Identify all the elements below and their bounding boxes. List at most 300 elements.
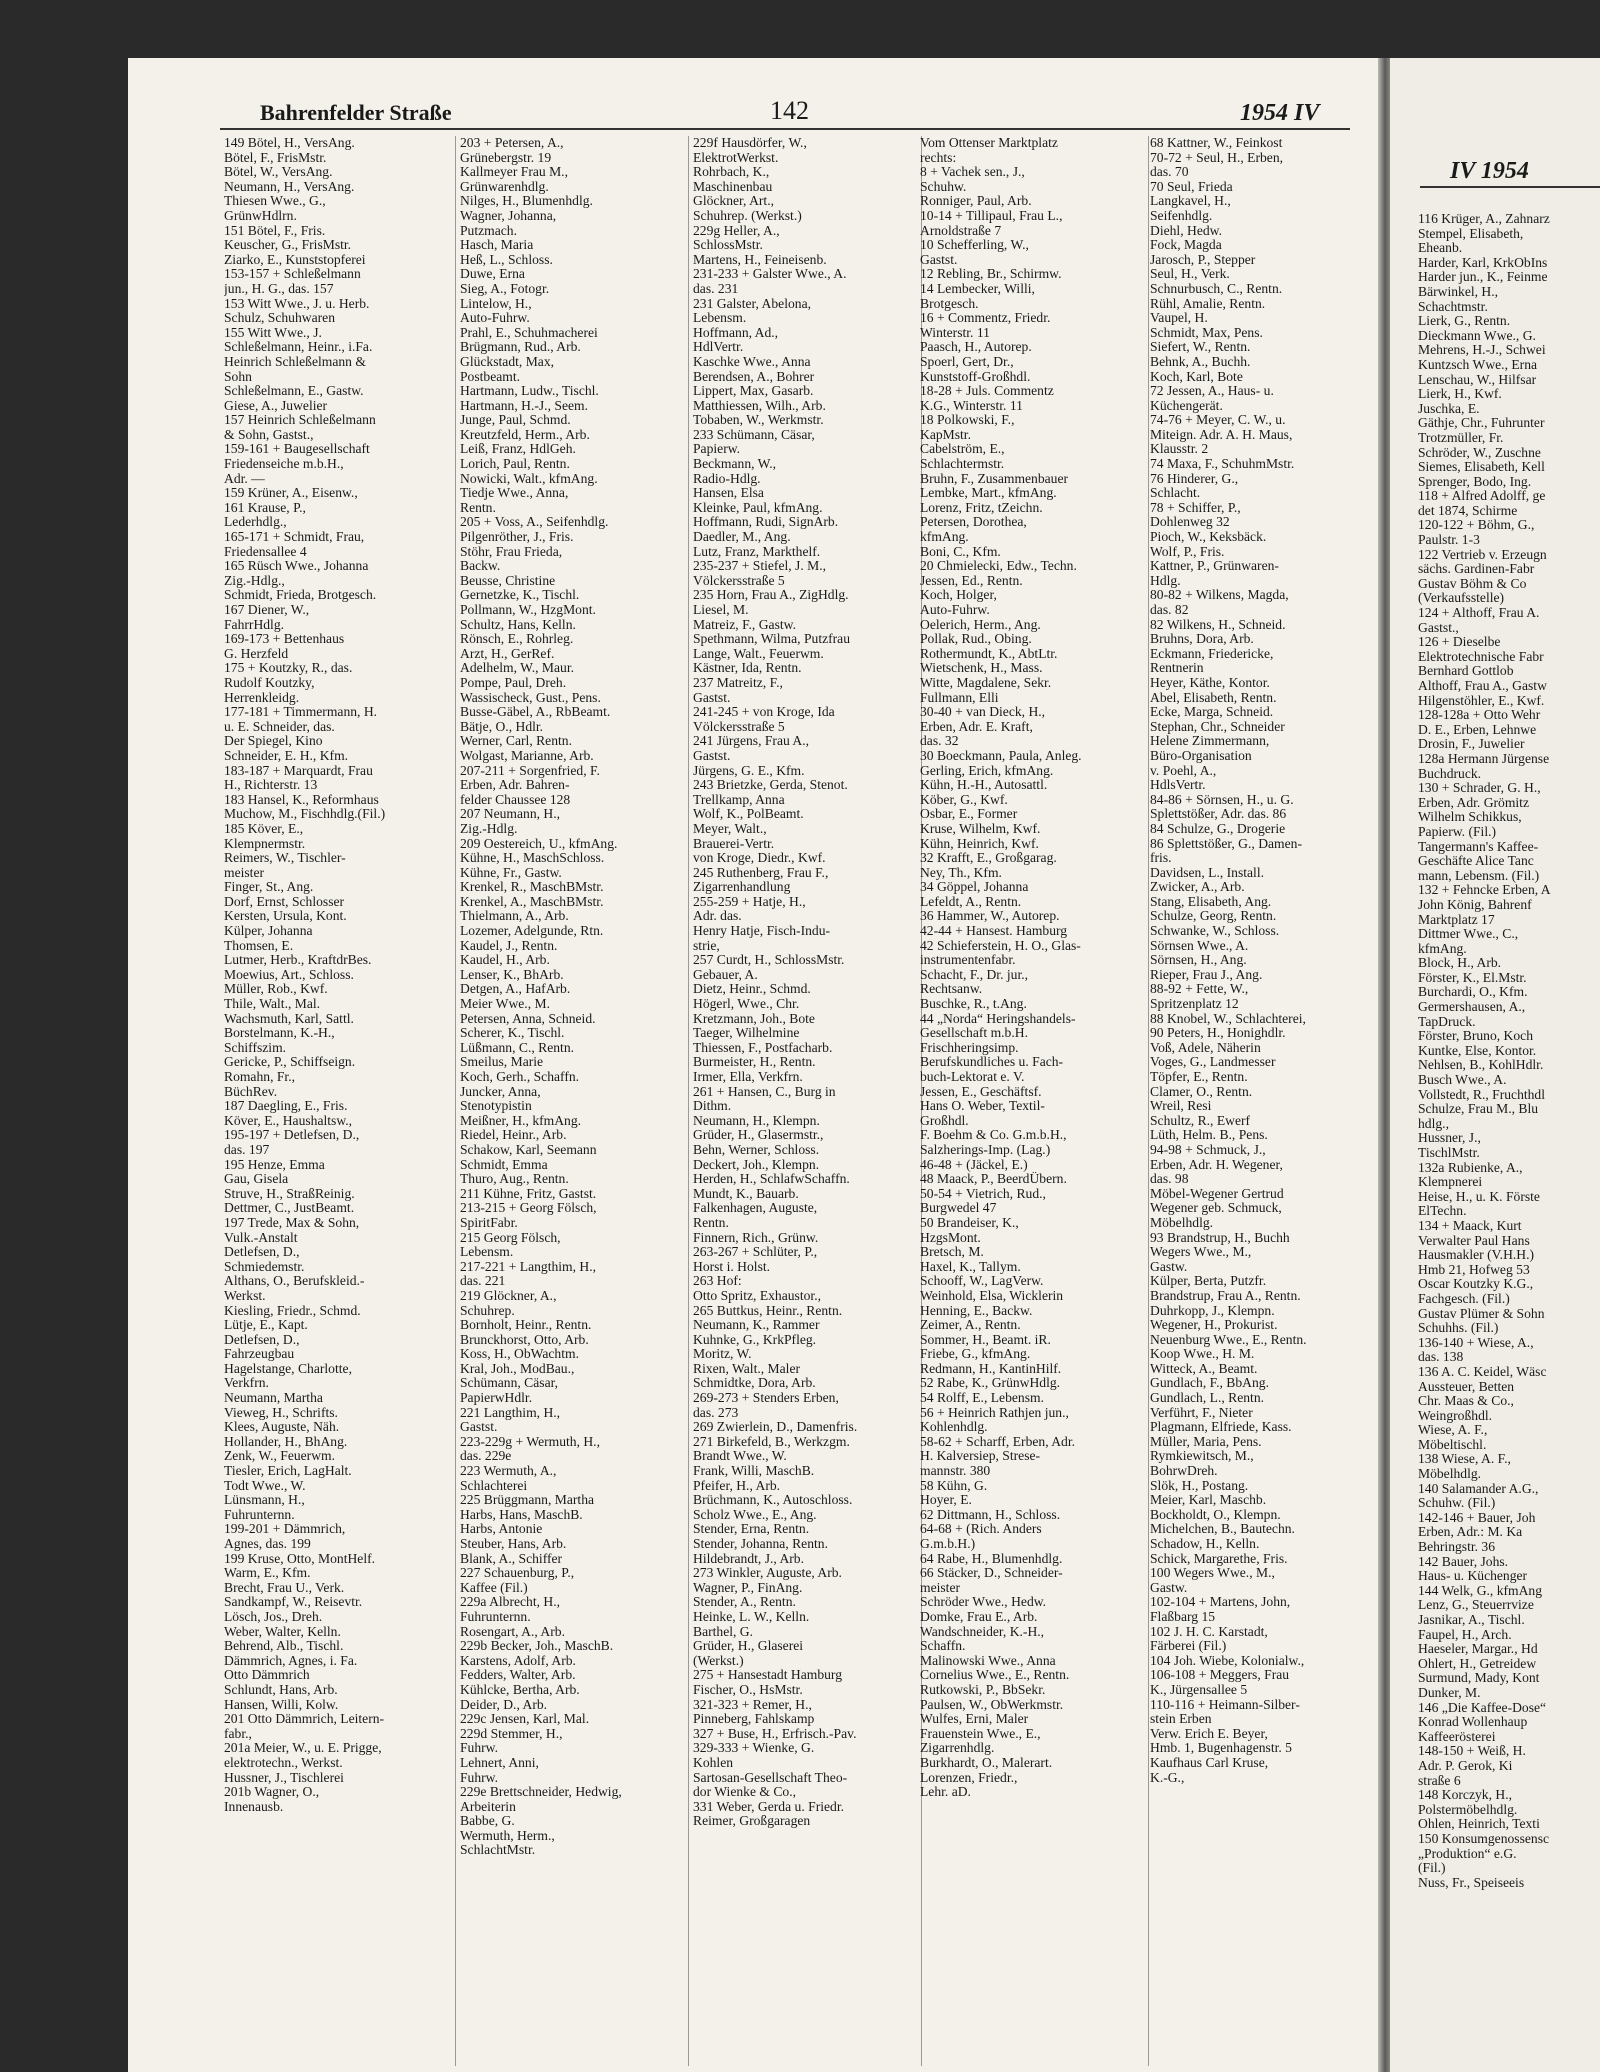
directory-line: Plagmann, Elfriede, Kass. [1150,1420,1292,1435]
directory-line: 165 Rüsch Wwe., Johanna [224,559,369,574]
directory-line: Wassischeck, Gust., Pens. [460,690,601,705]
directory-line: Zeimer, A., Rentn. [920,1318,1021,1333]
directory-line: Muchow, M., Fischhdlg.(Fil.) [224,807,386,822]
directory-line: Krenkel, R., MaschBMstr. [460,880,604,895]
directory-line: Kühn, Heinrich, Kwf. [920,836,1039,851]
facing-page-line: Gustav Plümer & Sohn [1418,1305,1545,1321]
directory-line: 263-267 + Schlüter, P., [693,1245,818,1260]
directory-line: 157 Heinrich Schleßelmann [224,413,376,428]
directory-line: Rönsch, E., Rohrleg. [460,632,574,647]
directory-line: Dietz, Heinr., Schmd. [693,982,811,997]
directory-line: Detlefsen, D., [224,1245,300,1260]
directory-line: Gastw. [1150,1259,1188,1274]
directory-line: 42-44 + Hansest. Hamburg [920,924,1068,939]
directory-line: 76 Hinderer, G., [1150,471,1239,486]
facing-page-line: Haeseler, Margar., Hd [1418,1641,1538,1657]
directory-line: Neuenburg Wwe., E., Rentn. [1150,1332,1307,1347]
directory-line: 159 Krüner, A., Eisenw., [224,486,358,501]
directory-line: Friedenseiche m.b.H., [224,457,344,472]
directory-line: Lenser, K., BhArb. [460,967,564,982]
directory-line: Hasch, Maria [460,238,534,253]
facing-page-line: 136-140 + Wiese, A., [1418,1334,1534,1350]
directory-line: Schaffn. [920,1639,966,1654]
directory-line: 82 Wilkens, H., Schneid. [1150,617,1286,632]
facing-page-line: Busch Wwe., A. [1418,1072,1507,1088]
directory-line: 201b Wagner, O., [224,1785,320,1800]
directory-line: Vulk.-Anstalt [224,1230,298,1245]
facing-page-line: straße 6 [1418,1772,1461,1788]
directory-line: Matthiessen, Wilh., Arb. [693,398,826,413]
directory-line: Lintelow, H., [460,296,532,311]
facing-page-line: Hilgenstöhler, E., Kwf. [1418,692,1545,708]
directory-line: Schulz, Schuhwaren [224,311,335,326]
directory-line: Lembke, Mart., kfmAng. [920,486,1057,501]
directory-line: Seifenhdlg. [1150,208,1213,223]
directory-line: Kohlen [693,1755,734,1770]
facing-page-line: 118 + Alfred Adolff, ge [1418,488,1546,504]
directory-line: Schlachterei [460,1478,528,1493]
facing-page-line: Aussteuer, Betten [1418,1378,1515,1394]
directory-line: F. Boehm & Co. G.m.b.H., [920,1128,1067,1143]
facing-page-line: Buchdruck. [1418,765,1482,781]
facing-page-line: 146 „Die Kaffee-Dose“ [1418,1699,1547,1715]
directory-line: Sörnsen Wwe., A. [1150,938,1249,953]
directory-line: Hussner, J., Tischlerei [224,1770,344,1785]
facing-page-line: 140 Salamander A.G., [1418,1480,1539,1496]
directory-line: 84-86 + Sörnsen, H., u. G. [1150,792,1294,807]
directory-line: Stang, Elisabeth, Ang. [1150,894,1272,909]
directory-line: 185 Köver, E., [224,821,304,836]
facing-page-line: Konrad Wollenhaup [1418,1714,1528,1730]
directory-line: Lüßmann, C., Rentn. [460,1040,575,1055]
directory-line: Klempnermstr. [224,836,306,851]
facing-page-line: Trotzmüller, Fr. [1418,429,1504,445]
directory-line: Reimers, W., Tischler- [224,851,346,866]
directory-line: BüchRev. [224,1084,278,1099]
directory-line: Romahn, Fr., [224,1070,295,1084]
directory-line: 68 Kattner, W., Feinkost [1150,136,1283,150]
directory-line: Ronniger, Paul, Arb. [920,194,1032,209]
directory-line: Lehr. aD. [920,1785,971,1800]
facing-page-line: Gäthje, Chr., Fuhrunter [1418,415,1545,431]
directory-line: Koch, Karl, Bote [1150,369,1243,384]
directory-line: Neumann, K., Rammer [693,1318,820,1333]
directory-line: Högerl, Wwe., Chr. [693,997,800,1012]
directory-line: Koss, H., ObWachtm. [460,1347,579,1362]
facing-page-line: Schröder, W., Zuschne [1418,444,1541,460]
directory-line: SchlachtMstr. [460,1843,536,1858]
directory-line: Kaudel, H., Arb. [460,953,550,968]
directory-line: 269-273 + Stenders Erben, [693,1391,839,1406]
directory-line: 211 Kühne, Fritz, Gastst. [460,1186,597,1201]
facing-page-line: 132a Rubienke, A., [1418,1159,1523,1175]
directory-line: 177-181 + Timmermann, H. [224,705,378,720]
directory-line: Henning, E., Backw. [920,1303,1033,1318]
directory-line: Wagner, Johanna, [460,208,557,223]
directory-line: 80-82 + Wilkens, Magda, [1150,588,1289,603]
directory-line: Kretzmann, Joh., Bote [693,1011,815,1026]
directory-line: Völckersstraße 5 [693,573,785,588]
directory-line: 183 Hansel, K., Reformhaus [224,792,379,807]
directory-line: Postbeamt. [460,369,521,384]
directory-line: Külper, Berta, Putzfr. [1150,1274,1267,1289]
directory-line: Lutz, Franz, Markthelf. [693,544,821,559]
directory-line: Kühne, Fr., Gastw. [460,865,562,880]
directory-line: Agnes, das. 199 [224,1537,311,1551]
directory-line: Adelhelm, W., Maur. [460,661,575,676]
directory-line: 8 + Vachek sen., J., [920,165,1025,180]
directory-line: Moritz, W. [693,1347,752,1362]
directory-line: 221 Langthim, H., [460,1405,561,1420]
directory-line: Miteign. Adr. A. H. Maus, [1150,427,1293,442]
facing-page-line: Wilhelm Schikkus, [1418,809,1522,825]
facing-page-line: Schachtmstr. [1418,298,1488,314]
facing-page-line: ElTechn. [1418,1203,1467,1219]
directory-line: Bötel, F., FrisMstr. [224,150,327,165]
directory-line: Schümann, Cäsar, [460,1376,558,1391]
directory-line: 229f Hausdörfer, W., [693,136,807,150]
facing-page-line: Burchardi, O., Kfm. [1418,984,1528,1000]
directory-line: 104 Joh. Wiebe, Kolonialw., [1150,1653,1305,1668]
directory-line: Winterstr. 11 [920,325,990,340]
directory-line: Bruhns, Dora, Arb. [1150,632,1254,647]
directory-line: Schleßelmann, Heinr., i.Fa. [224,340,373,355]
directory-line: Martens, H., Feineisenb. [693,252,827,267]
directory-line: (Werkst.) [693,1653,744,1668]
directory-line: Hildebrandt, J., Arb. [693,1551,804,1566]
directory-line: Köber, G., Kwf. [920,792,1008,807]
directory-line: 263 Hof: [693,1274,742,1289]
directory-line: Herden, H., SchlafwSchaffn. [693,1172,850,1187]
directory-line: 229a Albrecht, H., [460,1595,561,1610]
directory-line: 187 Daegling, E., Fris. [224,1099,348,1114]
facing-page-line: Harder jun., K., Feinme [1418,269,1548,285]
facing-page-line: TapDruck. [1418,1013,1476,1029]
facing-page-line: Dittmer Wwe., C., [1418,926,1519,942]
directory-line: v. Poehl, A., [1150,763,1217,778]
directory-line: Cabelström, E., [920,442,1005,457]
directory-line: Kaudel, J., Rentn. [460,938,558,953]
directory-line: Brecht, Frau U., Verk. [224,1580,345,1595]
directory-line: 74 Maxa, F., SchuhmMstr. [1150,457,1295,472]
directory-line: 195 Henze, Emma [224,1157,325,1172]
directory-line: Bockholdt, O., Klempn. [1150,1507,1281,1522]
directory-line: 44 „Norda“ Heringshandels- [920,1011,1076,1026]
directory-line: Petersen, Anna, Schneid. [460,1011,596,1026]
facing-page-line: Lenz, G., Steuerrvize [1418,1597,1534,1613]
directory-line: Sieg, A., Fotogr. [460,281,550,296]
facing-page-line: 148-150 + Weiß, H. [1418,1743,1526,1759]
facing-page-line: Hussner, J., [1418,1130,1481,1146]
directory-line: 153-157 + Schleßelmann [224,267,361,282]
facing-page-line: Gustav Böhm & Co [1418,575,1527,591]
directory-line: Zig.-Hdlg. [460,821,518,836]
directory-line: Friedensallee 4 [224,544,307,559]
directory-line: Werner, Carl, Rentn. [460,734,572,749]
facing-page-line: Weingroßhdl. [1418,1407,1493,1423]
facing-page-line: mann, Lebensm. (Fil.) [1418,867,1540,883]
column-divider [688,136,689,2066]
directory-line: 110-116 + Heimann-Silber- [1150,1697,1300,1712]
facing-page-line: Adr. P. Gerok, Ki [1418,1757,1513,1773]
facing-page-line: (Fil.) [1418,1860,1446,1876]
directory-line: Kral, Joh., ModBau., [460,1361,575,1376]
directory-line: Koch, Gerh., Schaffn. [460,1070,580,1084]
directory-line: 229b Becker, Joh., MaschB. [460,1639,614,1654]
directory-line: Lefeldt, A., Rentn. [920,894,1022,909]
directory-line: Stenotypistin [460,1099,532,1114]
directory-line: 66 Stäcker, D., Schneider- [920,1566,1063,1581]
directory-line: Heinke, L. W., Kelln. [693,1609,810,1624]
directory-line: Tobaben, W., Werkmstr. [693,413,824,428]
facing-page-line: Kaffeerösterei [1418,1728,1496,1744]
directory-line: Lüth, Helm. B., Pens. [1150,1128,1268,1143]
directory-line: Bötel, W., VersAng. [224,165,333,180]
directory-line: Hartmann, Ludw., Tischl. [460,384,599,399]
directory-line: GrünwHdlrn. [224,208,297,223]
facing-page-line: Harder, Karl, KrkObIns [1418,254,1548,270]
directory-line: Thile, Walt., Mal. [224,997,321,1012]
directory-line: Boni, C., Kfm. [920,544,1001,559]
directory-line: Detlefsen, D., [224,1332,300,1347]
facing-page-line: Tangermann's Kaffee- [1418,838,1539,854]
directory-line: 213-215 + Georg Fölsch, [460,1201,597,1216]
directory-line: 229d Stemmer, H., [460,1726,563,1741]
directory-line: Grünebergstr. 19 [460,150,552,165]
directory-line: 199-201 + Dämmrich, [224,1522,346,1537]
directory-line: SchlossMstr. [693,238,763,253]
directory-line: 269 Zwierlein, D., Damenfris. [693,1420,858,1435]
directory-line: Verw. Erich E. Beyer, [1150,1726,1268,1741]
directory-line: Duwe, Erna [460,267,525,282]
directory-line: Behrend, Alb., Tischl. [224,1639,344,1654]
facing-page-line: Elektrotechnische Fabr [1418,648,1544,664]
directory-line: Pollmann, W., HzgMont. [460,603,596,617]
directory-line: Moewius, Art., Schloss. [224,967,354,982]
directory-line: Bätje, O., Hdlr. [460,719,544,734]
directory-line: 30-40 + van Dieck, H., [920,705,1046,720]
directory-line: Großhdl. [920,1113,969,1128]
directory-line: Arzt, H., GerRef. [460,646,555,661]
directory-line: Brügmann, Rud., Arb. [460,340,581,355]
directory-line: 10 Schefferling, W., [920,238,1029,253]
directory-line: Werkst. [224,1288,266,1303]
directory-line: 227 Schauenburg, P., [460,1566,575,1581]
directory-line: Clamer, O., Rentn. [1150,1084,1253,1099]
directory-line: Splettstößer, Adr. das. 86 [1150,807,1287,822]
directory-line: strie, [693,938,720,953]
directory-line: Vaupel, H. [1150,311,1208,326]
directory-line: Duhrkopp, J., Klempn. [1150,1303,1275,1318]
facing-page-line: Gastst., [1418,619,1459,635]
directory-line: Fischer, O., HsMstr. [693,1682,803,1697]
directory-line: 90 Peters, H., Honighdlr. [1150,1026,1286,1041]
directory-line: Radio-Hdlg. [693,471,761,486]
directory-line: 217-221 + Langthim, H., [460,1259,597,1274]
facing-page-line: Förster, K., El.Mstr. [1418,969,1527,985]
directory-line: Lütje, E., Kapt. [224,1318,308,1333]
directory-line: 64 Rabe, H., Blumenhdlg. [920,1551,1063,1566]
directory-line: 271 Birkefeld, B., Werkzgm. [693,1434,850,1449]
directory-line: 32 Krafft, E., Großgarag. [920,851,1057,866]
directory-line: Gau, Gisela [224,1172,289,1187]
directory-line: Finnern, Rich., Grünw. [693,1230,819,1245]
directory-line: Sandkampf, W., Reisevtr. [224,1595,363,1610]
directory-line: Stender, Erna, Rentn. [693,1522,810,1537]
directory-line: 42 Schieferstein, H. O., Glas- [920,938,1081,953]
street-heading: Bahrenfelder Straße [260,100,452,125]
directory-line: 50 Brandeiser, K., [920,1215,1019,1230]
facing-page-line: Erben, Adr.: M. Ka [1418,1524,1523,1540]
directory-line: das. 82 [1150,603,1189,617]
directory-line: Paulsen, W., ObWerkmstr. [920,1697,1064,1712]
facing-page-line: Papierw. (Fil.) [1418,823,1497,839]
directory-line: Osbar, E., Former [920,807,1018,822]
directory-line: Liesel, M. [693,603,749,617]
directory-line: Schooff, W., LagVerw. [920,1274,1044,1289]
directory-line: Schultz, Hans, Kelln. [460,617,576,632]
directory-line: Nowicki, Walt., kfmAng. [460,471,598,486]
directory-line: Herrenkleidg. [224,690,300,705]
directory-line: Harbs, Hans, MaschB. [460,1507,583,1522]
directory-line: Kaschke Wwe., Anna [693,354,811,369]
directory-line: Zigarrenhdlg. [920,1741,995,1756]
directory-line: 243 Brietzke, Gerda, Stenot. [693,778,848,793]
directory-line: Schadow, H., Kelln. [1150,1537,1260,1551]
directory-line: 70 Seul, Frieda [1150,179,1233,194]
directory-line: Steuber, Hans, Arb. [460,1537,567,1551]
directory-line: stein Erben [1150,1712,1212,1727]
directory-line: das. 98 [1150,1172,1189,1187]
directory-line: Frauenstein Wwe., E., [920,1726,1041,1741]
facing-page-line: Klempnerei [1418,1174,1483,1190]
facing-page-line: Haus- u. Küchenger [1418,1568,1528,1584]
directory-line: Weber, Walter, Kelln. [224,1624,341,1639]
directory-line: Pioch, W., Keksbäck. [1150,530,1267,545]
directory-line: Vom Ottenser Marktplatz [920,136,1058,150]
directory-line: Matreiz, F., Gastw. [693,617,796,632]
directory-line: 20 Chmielecki, Edw., Techn. [920,559,1077,574]
directory-line: Glückstadt, Max, [460,354,555,369]
directory-line: Beckmann, W., [693,457,777,472]
directory-line: Pinneberg, Fahlskamp [693,1712,815,1727]
directory-line: 229c Jensen, Karl, Mal. [460,1712,590,1727]
directory-line: 169-173 + Bettenhaus [224,632,345,647]
directory-line: Gerling, Erich, kfmAng. [920,763,1054,778]
directory-line: Flaßbarg 15 [1150,1609,1216,1624]
directory-line: Giese, A., Juwelier [224,398,328,413]
directory-line: u. E. Schneider, das. [224,719,335,734]
directory-line: Erben, Adr. Bahren- [460,778,570,793]
directory-line: Gastst. [460,1420,498,1435]
directory-line: 102 J. H. C. Karstadt, [1150,1624,1268,1639]
directory-line: Zenk, W., Feuerwm. [224,1449,335,1464]
directory-line: Kattner, P., Grünwaren- [1150,559,1279,574]
directory-line: Meißner, H., kfmAng. [460,1113,582,1128]
directory-line: 209 Oestereich, U., kfmAng. [460,836,618,851]
facing-page-line: Paulstr. 1-3 [1418,532,1480,548]
directory-line: Malinowski Wwe., Anna [920,1653,1056,1668]
directory-line: Falkenhagen, Auguste, [693,1201,818,1216]
directory-line: 62 Dittmann, H., Schloss. [920,1507,1061,1522]
directory-line: Gundlach, L., Rentn. [1150,1391,1265,1406]
facing-page-line: Chr. Maas & Co., [1418,1393,1514,1409]
directory-line: Rentn. [460,500,496,515]
directory-column-1 [224,136,450,1814]
facing-page-line: Lierk, G., Rentn. [1418,313,1511,329]
directory-line: Schulze, Georg, Rentn. [1150,909,1277,924]
facing-page-line: Block, H., Arb. [1418,955,1502,971]
facing-page-line: Heise, H., u. K. Förste [1418,1188,1540,1204]
directory-line: Erben, Adr. H. Wegener, [1150,1157,1283,1172]
directory-line: 255-259 + Hatje, H., [693,894,806,909]
directory-line: Haxel, K., Tallym. [920,1259,1021,1274]
directory-line: Frank, Willi, MaschB. [693,1464,815,1479]
directory-line: ElektrotWerkst. [693,150,779,165]
directory-line: Irmer, Ella, Verkfrn. [693,1070,803,1084]
directory-line: Eckmann, Friedericke, [1150,646,1274,661]
directory-line: Rühl, Amalie, Rentn. [1150,296,1266,311]
facing-page-line: Erben, Adr. Grömitz [1418,794,1529,810]
directory-line: Ecke, Marga, Schneid. [1150,705,1274,720]
directory-line: Bruhn, F., Zusammenbauer [920,471,1069,486]
directory-line: Schultz, R., Ewerf [1150,1113,1251,1128]
directory-line: Spoerl, Gert, Dr., [920,354,1014,369]
directory-line: Jarosch, P., Stepper [1150,252,1256,267]
directory-line: 215 Georg Fölsch, [460,1230,561,1245]
facing-page-line: 132 + Fehncke Erben, A [1418,882,1551,898]
directory-line: Bornholt, Heinr., Rentn. [460,1318,592,1333]
column-divider [455,136,456,2066]
directory-line: Dithm. [693,1099,732,1114]
directory-line: fabr., [224,1726,252,1741]
directory-line: 153 Witt Wwe., J. u. Herb. [224,296,370,311]
directory-line: 241-245 + von Kroge, Ida [693,705,835,720]
directory-line: Gebauer, A. [693,967,758,982]
directory-line: Redmann, H., KantinHilf. [920,1361,1062,1376]
directory-line: 327 + Buse, H., Erfrisch.-Pav. [693,1726,857,1741]
directory-line: Schlundt, Hans, Arb. [224,1682,338,1697]
directory-line: das. 70 [1150,165,1189,180]
facing-page-line: 130 + Schrader, G. H., [1418,780,1541,796]
directory-line: Blank, A., Schiffer [460,1551,563,1566]
directory-line: Backw. [460,559,501,574]
directory-column-3 [693,136,917,1829]
directory-line: 225 Brüggmann, Martha [460,1493,595,1508]
directory-line: Spritzenplatz 12 [1150,997,1239,1012]
directory-line: 94-98 + Schmuck, J., [1150,1142,1266,1157]
directory-line: Brunckhorst, Otto, Arb. [460,1332,589,1347]
directory-line: 183-187 + Marquardt, Frau [224,763,373,778]
directory-line: Wegener, H., Prokurist. [1150,1318,1278,1333]
facing-page-line: 128-128a + Otto Wehr [1418,707,1541,723]
facing-page-line: Möbelhdlg. [1418,1466,1482,1482]
directory-line: Papierw. [693,442,741,457]
directory-line: Juncker, Anna, [460,1084,541,1099]
facing-page-line: Siemes, Elisabeth, Kell [1418,459,1545,475]
facing-page-edge [1390,58,1600,2072]
directory-line: Ziarko, E., Kunststopferei [224,252,366,267]
facing-page-line: 134 + Maack, Kurt [1418,1217,1522,1233]
directory-line: Koop Wwe., H. M. [1150,1347,1255,1362]
directory-line: Völckersstraße 5 [693,719,785,734]
directory-line: Scherer, K., Tischl. [460,1026,565,1041]
directory-line: Schlachtermstr. [920,457,1005,472]
directory-line: Thomsen, E. [224,938,294,953]
facing-page-line: Dunker, M. [1418,1684,1481,1700]
directory-line: Fullmann, Elli [920,690,999,705]
directory-column-2 [460,136,684,1858]
